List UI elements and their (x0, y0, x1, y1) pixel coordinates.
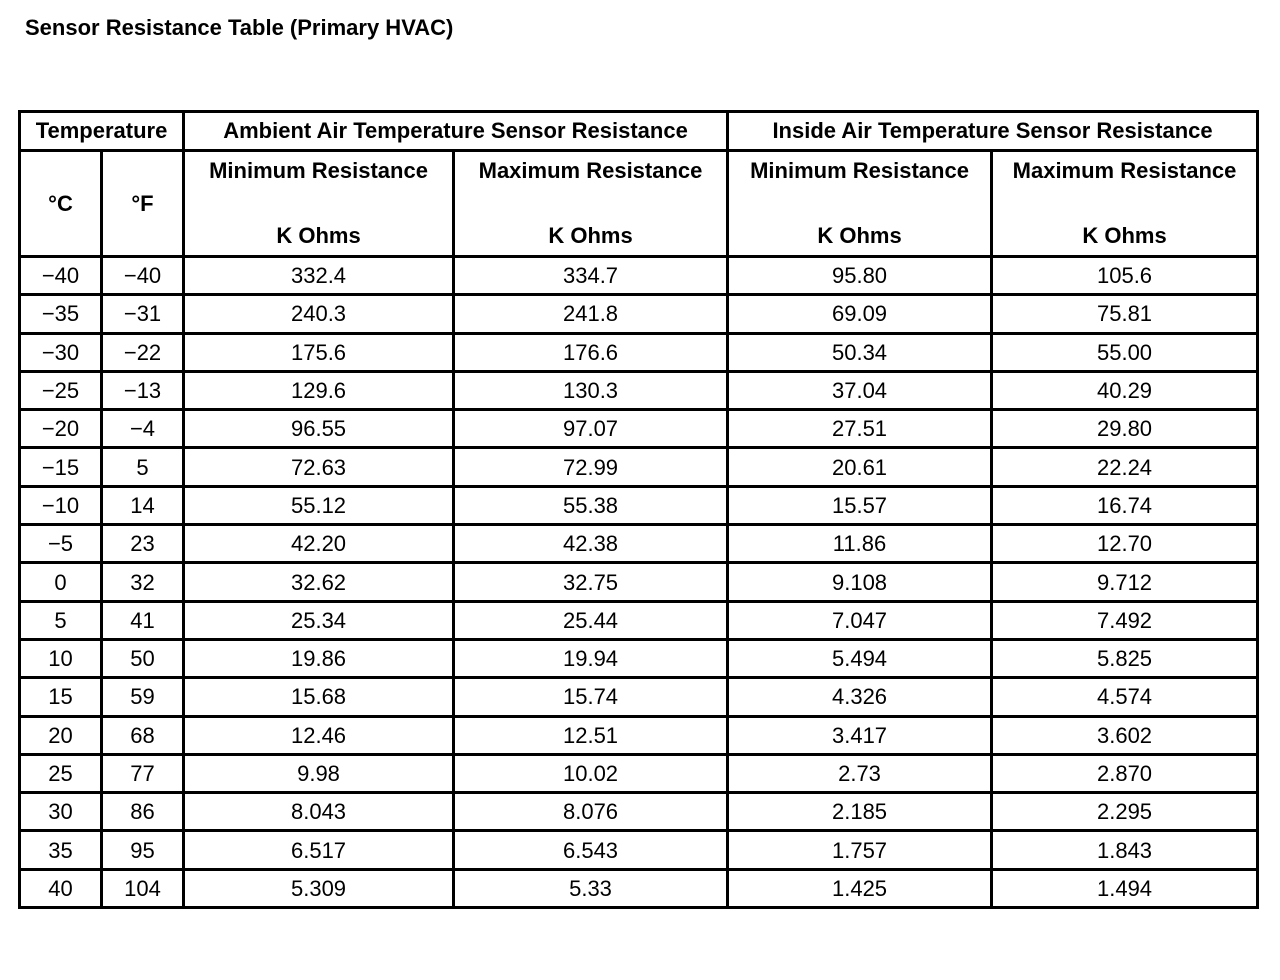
inside-min-unit: K Ohms (817, 223, 902, 248)
inside-min-cell: 1.425 (728, 869, 992, 907)
fahrenheit-cell: −31 (102, 295, 184, 333)
inside-min-cell: 1.757 (728, 831, 992, 869)
celsius-cell: 40 (20, 869, 102, 907)
ambient-max-cell: 19.94 (454, 639, 728, 677)
ambient-min-cell: 5.309 (184, 869, 454, 907)
header-group-row (20, 112, 1258, 151)
celsius-cell: −20 (20, 410, 102, 448)
ambient-max-cell: 12.51 (454, 716, 728, 754)
ambient-max-cell: 97.07 (454, 410, 728, 448)
ambient-min-label: Minimum Resistance (209, 158, 428, 183)
ambient-max-cell: 25.44 (454, 601, 728, 639)
table-body (20, 257, 1258, 908)
inside-min-cell: 2.73 (728, 754, 992, 792)
ambient-min-unit: K Ohms (276, 223, 361, 248)
table-row (20, 410, 1258, 448)
inside-max-header (992, 151, 1258, 257)
table-row (20, 831, 1258, 869)
celsius-cell: 0 (20, 563, 102, 601)
ambient-sensor-header: Ambient Air Temperature Sensor Resistance (184, 112, 728, 151)
ambient-max-cell: 15.74 (454, 678, 728, 716)
table-row (20, 754, 1258, 792)
fahrenheit-cell: 104 (102, 869, 184, 907)
inside-max-cell: 2.295 (992, 793, 1258, 831)
fahrenheit-cell: 50 (102, 639, 184, 677)
table-row (20, 869, 1258, 907)
table-row (20, 716, 1258, 754)
inside-min-cell: 37.04 (728, 371, 992, 409)
fahrenheit-cell: 32 (102, 563, 184, 601)
inside-max-cell: 22.24 (992, 448, 1258, 486)
ambient-max-cell: 5.33 (454, 869, 728, 907)
inside-min-cell: 27.51 (728, 410, 992, 448)
sensor-resistance-table (18, 110, 1259, 909)
ambient-min-cell: 332.4 (184, 257, 454, 295)
fahrenheit-cell: 41 (102, 601, 184, 639)
inside-max-cell: 29.80 (992, 410, 1258, 448)
inside-min-cell: 50.34 (728, 333, 992, 371)
ambient-max-cell: 55.38 (454, 486, 728, 524)
ambient-min-cell: 55.12 (184, 486, 454, 524)
fahrenheit-header: °F (102, 151, 184, 257)
ambient-max-cell: 32.75 (454, 563, 728, 601)
inside-min-cell: 4.326 (728, 678, 992, 716)
inside-max-unit: K Ohms (1082, 223, 1167, 248)
celsius-cell: 25 (20, 754, 102, 792)
celsius-cell: −15 (20, 448, 102, 486)
fahrenheit-cell: −40 (102, 257, 184, 295)
ambient-min-cell: 12.46 (184, 716, 454, 754)
inside-min-cell: 2.185 (728, 793, 992, 831)
ambient-max-cell: 8.076 (454, 793, 728, 831)
celsius-cell: −40 (20, 257, 102, 295)
fahrenheit-cell: 23 (102, 525, 184, 563)
ambient-min-cell: 19.86 (184, 639, 454, 677)
ambient-min-cell: 96.55 (184, 410, 454, 448)
inside-max-cell: 1.494 (992, 869, 1258, 907)
inside-max-cell: 75.81 (992, 295, 1258, 333)
inside-min-cell: 9.108 (728, 563, 992, 601)
inside-max-cell: 2.870 (992, 754, 1258, 792)
header-sub-row (20, 151, 1258, 257)
ambient-min-header (184, 151, 454, 257)
celsius-cell: −25 (20, 371, 102, 409)
ambient-min-cell: 240.3 (184, 295, 454, 333)
temperature-header: Temperature (20, 112, 184, 151)
inside-max-label: Maximum Resistance (1012, 158, 1237, 183)
table-row (20, 486, 1258, 524)
celsius-cell: −35 (20, 295, 102, 333)
inside-sensor-header: Inside Air Temperature Sensor Resistance (728, 112, 1258, 151)
ambient-max-unit: K Ohms (548, 223, 633, 248)
inside-max-cell: 7.492 (992, 601, 1258, 639)
ambient-max-cell: 130.3 (454, 371, 728, 409)
fahrenheit-cell: 77 (102, 754, 184, 792)
fahrenheit-cell: −4 (102, 410, 184, 448)
inside-min-cell: 7.047 (728, 601, 992, 639)
table-row (20, 639, 1258, 677)
inside-min-cell: 69.09 (728, 295, 992, 333)
inside-min-cell: 15.57 (728, 486, 992, 524)
inside-max-cell: 40.29 (992, 371, 1258, 409)
inside-min-cell: 3.417 (728, 716, 992, 754)
ambient-min-cell: 9.98 (184, 754, 454, 792)
inside-max-cell: 3.602 (992, 716, 1258, 754)
inside-max-cell: 1.843 (992, 831, 1258, 869)
inside-max-cell: 105.6 (992, 257, 1258, 295)
table-row (20, 563, 1258, 601)
table-header (20, 112, 1258, 257)
table-row (20, 333, 1258, 371)
inside-max-cell: 16.74 (992, 486, 1258, 524)
ambient-min-cell: 25.34 (184, 601, 454, 639)
celsius-header: °C (20, 151, 102, 257)
table-row (20, 371, 1258, 409)
fahrenheit-cell: −13 (102, 371, 184, 409)
fahrenheit-cell: 5 (102, 448, 184, 486)
page-title: Sensor Resistance Table (Primary HVAC) (25, 15, 454, 40)
ambient-max-cell: 6.543 (454, 831, 728, 869)
inside-max-cell: 5.825 (992, 639, 1258, 677)
ambient-max-cell: 72.99 (454, 448, 728, 486)
inside-min-cell: 20.61 (728, 448, 992, 486)
ambient-min-cell: 129.6 (184, 371, 454, 409)
ambient-min-cell: 15.68 (184, 678, 454, 716)
ambient-max-cell: 42.38 (454, 525, 728, 563)
inside-min-cell: 5.494 (728, 639, 992, 677)
fahrenheit-cell: 14 (102, 486, 184, 524)
celsius-cell: 5 (20, 601, 102, 639)
ambient-max-cell: 334.7 (454, 257, 728, 295)
table-row (20, 448, 1258, 486)
ambient-max-cell: 241.8 (454, 295, 728, 333)
fahrenheit-cell: 95 (102, 831, 184, 869)
inside-max-cell: 9.712 (992, 563, 1258, 601)
inside-min-header (728, 151, 992, 257)
celsius-cell: 15 (20, 678, 102, 716)
inside-min-cell: 95.80 (728, 257, 992, 295)
ambient-max-cell: 176.6 (454, 333, 728, 371)
ambient-min-cell: 32.62 (184, 563, 454, 601)
inside-min-cell: 11.86 (728, 525, 992, 563)
fahrenheit-cell: 68 (102, 716, 184, 754)
ambient-max-header (454, 151, 728, 257)
inside-min-label: Minimum Resistance (750, 158, 969, 183)
ambient-min-cell: 42.20 (184, 525, 454, 563)
table-row (20, 257, 1258, 295)
fahrenheit-cell: 59 (102, 678, 184, 716)
table-row (20, 295, 1258, 333)
ambient-max-cell: 10.02 (454, 754, 728, 792)
celsius-cell: −10 (20, 486, 102, 524)
ambient-min-cell: 6.517 (184, 831, 454, 869)
fahrenheit-cell: 86 (102, 793, 184, 831)
inside-max-cell: 4.574 (992, 678, 1258, 716)
celsius-cell: −30 (20, 333, 102, 371)
celsius-cell: −5 (20, 525, 102, 563)
table-row (20, 601, 1258, 639)
celsius-cell: 10 (20, 639, 102, 677)
ambient-min-cell: 8.043 (184, 793, 454, 831)
table-row (20, 793, 1258, 831)
inside-max-cell: 12.70 (992, 525, 1258, 563)
ambient-min-cell: 175.6 (184, 333, 454, 371)
inside-max-cell: 55.00 (992, 333, 1258, 371)
ambient-min-cell: 72.63 (184, 448, 454, 486)
ambient-max-label: Maximum Resistance (478, 158, 703, 183)
fahrenheit-cell: −22 (102, 333, 184, 371)
celsius-cell: 30 (20, 793, 102, 831)
table-row (20, 678, 1258, 716)
celsius-cell: 35 (20, 831, 102, 869)
table-row (20, 525, 1258, 563)
celsius-cell: 20 (20, 716, 102, 754)
